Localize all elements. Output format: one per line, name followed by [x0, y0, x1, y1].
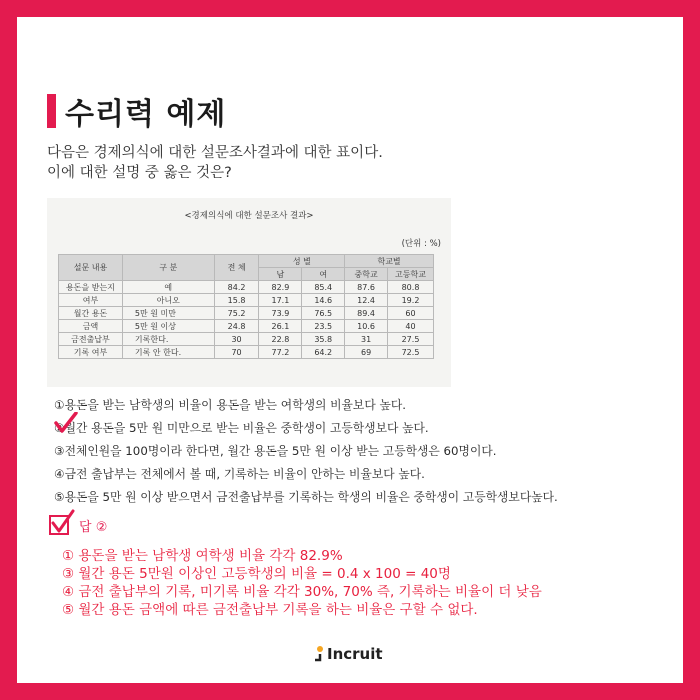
question-intro [47, 143, 383, 183]
checkbox-icon [49, 515, 69, 535]
cell-male: 22.8 [259, 333, 302, 346]
cell-middle: 12.4 [345, 294, 388, 307]
cell-total: 75.2 [214, 307, 259, 320]
row-category: 예 [122, 281, 214, 294]
content-card [17, 17, 683, 683]
cell-total: 30 [214, 333, 259, 346]
group-label: 금전출납부 [59, 333, 123, 346]
header-female: 여 [302, 268, 345, 281]
cell-male: 73.9 [259, 307, 302, 320]
explanation-line: ① 용돈을 받는 남학생 여학생 비율 각각 82.9% [62, 548, 343, 564]
title-block [47, 89, 226, 133]
row-category: 5만 원 이상 [122, 320, 214, 333]
option-3: ③전체인원을 100명이라 한다면, 월간 용돈을 5만 원 이상 받는 고등학생은 60명이다. [54, 444, 497, 458]
option-1: ①용돈을 받는 남학생의 비율이 용돈을 받는 여학생의 비율보다 높다. [54, 398, 407, 412]
group-label: 용돈을 받는지 [59, 281, 123, 294]
cell-male: 77.2 [259, 346, 302, 359]
table-row [59, 320, 434, 333]
explanation-line: ⑤ 월간 용돈 금액에 따른 금전출납부 기록을 하는 비율은 구할 수 없다. [62, 602, 478, 618]
cell-middle: 87.6 [345, 281, 388, 294]
answer-block [49, 515, 107, 535]
page-title: 수리력 예제 [65, 97, 227, 132]
header-gender: 성 별 [259, 255, 345, 268]
cell-female: 76.5 [302, 307, 345, 320]
header-school: 학교별 [345, 255, 434, 268]
cell-middle: 31 [345, 333, 388, 346]
table-row [59, 346, 434, 359]
cell-middle: 69 [345, 346, 388, 359]
row-category: 5만 원 미만 [122, 307, 214, 320]
cell-middle: 10.6 [345, 320, 388, 333]
option-5: ⑤용돈을 5만 원 이상 받으면서 금전출납부를 기록하는 학생의 비율은 중학생이 고등학생보다높다. [54, 490, 558, 504]
cell-high: 60 [388, 307, 434, 320]
header-high: 고등학교 [388, 268, 434, 281]
intro-line: 다음은 경제의식에 대한 설문조사결과에 대한 표이다. [47, 145, 383, 161]
row-category: 아니오 [122, 294, 214, 307]
row-category: 기록한다. [122, 333, 214, 346]
cell-total: 70 [214, 346, 259, 359]
cell-middle: 89.4 [345, 307, 388, 320]
cell-total: 15.8 [214, 294, 259, 307]
brand-logo [312, 645, 383, 663]
header-category: 구 분 [122, 255, 214, 281]
cell-high: 72.5 [388, 346, 434, 359]
cell-female: 23.5 [302, 320, 345, 333]
cell-total: 24.8 [214, 320, 259, 333]
answer-label: 답 ② [79, 519, 108, 535]
explanation-line: ③ 월간 용돈 5만원 이상인 고등학생의 비율 = 0.4 x 100 = 40명 [62, 566, 451, 582]
cell-male: 82.9 [259, 281, 302, 294]
intro-line: 이에 대한 설명 중 옳은 것은? [47, 165, 232, 181]
incruit-logo-icon [312, 646, 326, 662]
cell-female: 35.8 [302, 333, 345, 346]
group-label: 월간 용돈 [59, 307, 123, 320]
group-label: 여부 [59, 294, 123, 307]
group-label: 금액 [59, 320, 123, 333]
cell-male: 26.1 [259, 320, 302, 333]
brand-name: Incruit [327, 645, 383, 663]
header-total: 전 체 [214, 255, 259, 281]
table-caption: <경제의식에 대한 설문조사 결과> [184, 211, 314, 221]
table-row [59, 333, 434, 346]
header-middle: 중학교 [345, 268, 388, 281]
cell-female: 64.2 [302, 346, 345, 359]
cell-female: 85.4 [302, 281, 345, 294]
survey-table [58, 254, 434, 359]
table-row [59, 281, 434, 294]
cell-high: 27.5 [388, 333, 434, 346]
group-label: 기록 여부 [59, 346, 123, 359]
cell-high: 19.2 [388, 294, 434, 307]
table-row [59, 294, 434, 307]
cell-high: 80.8 [388, 281, 434, 294]
explanations [62, 547, 542, 619]
header-item: 설문 내용 [59, 255, 123, 281]
survey-table-box [47, 198, 451, 387]
row-category: 기록 안 한다. [122, 346, 214, 359]
title-accent-bar [47, 94, 56, 128]
cell-total: 84.2 [214, 281, 259, 294]
check-mark-icon [54, 412, 78, 434]
option-2: ②월간 용돈을 5만 원 미만으로 받는 비율은 중학생이 고등학생보다 높다. [54, 421, 429, 435]
answer-options [54, 394, 558, 509]
check-mark-icon [49, 509, 75, 535]
cell-male: 17.1 [259, 294, 302, 307]
cell-high: 40 [388, 320, 434, 333]
option-4: ④금전 출납부는 전체에서 볼 때, 기록하는 비율이 안하는 비율보다 높다. [54, 467, 425, 481]
explanation-line: ④ 금전 출납부의 기록, 미기록 비율 각각 30%, 70% 즉, 기록하는 비율이 더 낮음 [62, 584, 542, 600]
table-unit: (단위 : %) [401, 239, 441, 249]
cell-female: 14.6 [302, 294, 345, 307]
table-row [59, 307, 434, 320]
header-male: 남 [259, 268, 302, 281]
